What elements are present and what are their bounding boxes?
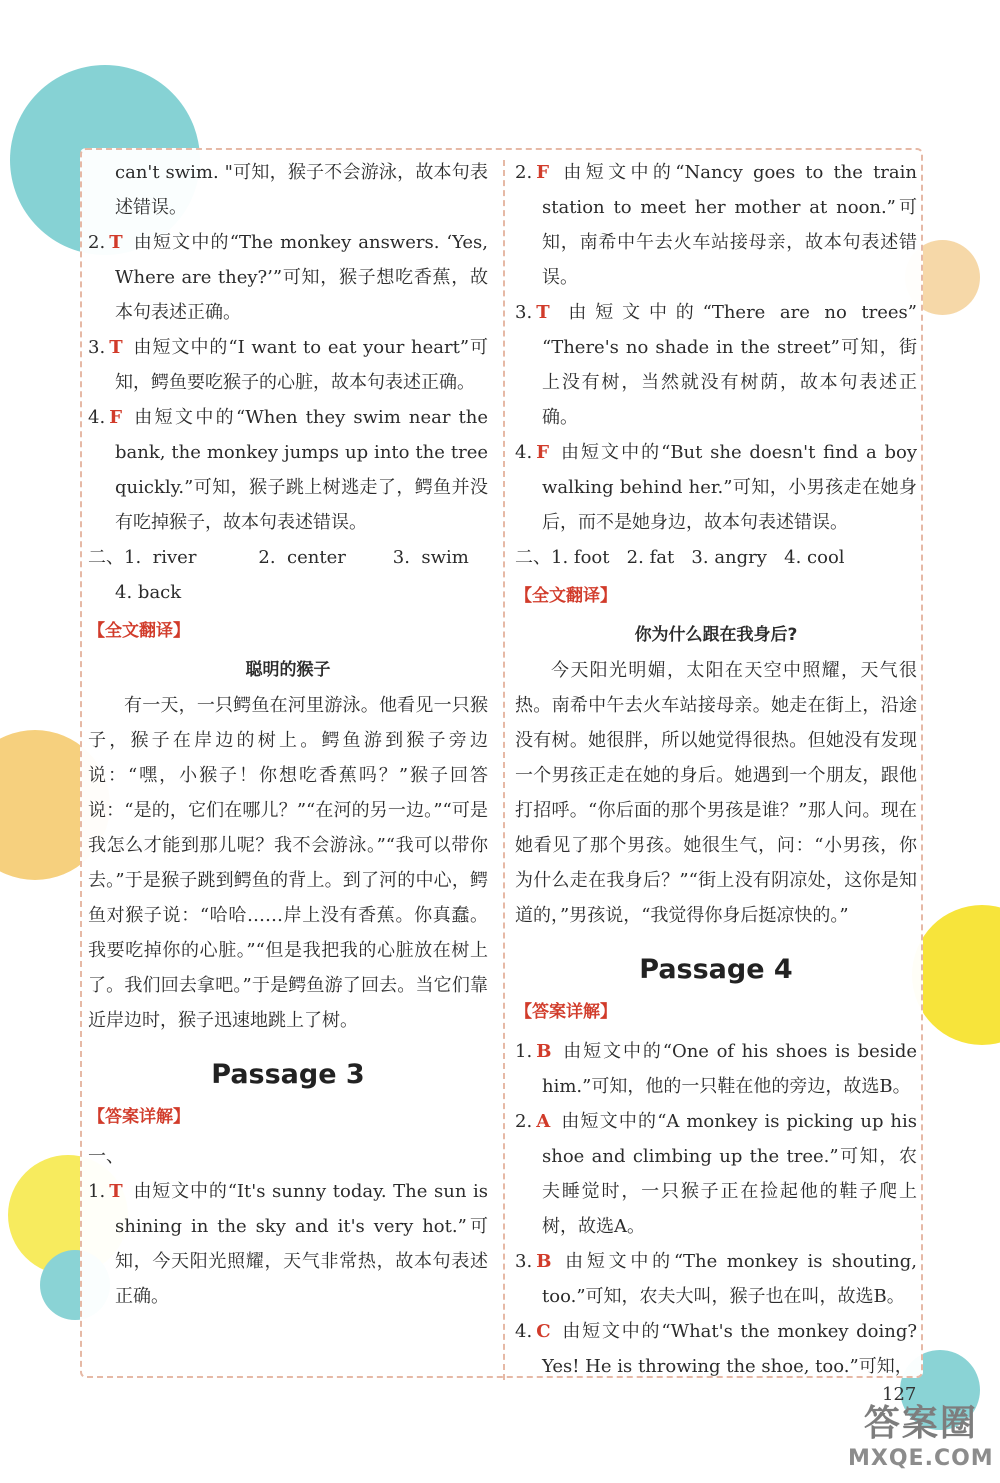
- yellow-right-circle-decoration: [912, 905, 1000, 1045]
- watermark-logo: 答案圈 MXQE.COM: [848, 1403, 994, 1471]
- continued-line: can't swim. "可知，猴子不会游泳，故本句表述错误。: [115, 162, 488, 218]
- right-column: [515, 155, 917, 1384]
- p3-answer-item-1: 1. T 由短文中的“It's sunny today. The sun is shining in the sky and it's very hot.”可知，今天阳光照耀，天气非常热，故本句表述正确。: [88, 1181, 488, 1307]
- story-title: 聪明的猴子: [245, 660, 331, 680]
- p4-answer-item-1: 1. B 由短文中的“One of his shoes is beside him.”可知，他的一只鞋在他的旁边，故选B。: [515, 1041, 917, 1097]
- r-answer-item-3: 3. T 由短文中的“There are no trees” “There's no shade in the street”可知，街上没有树，当然就没有树荫，故本句表述正确。: [515, 302, 917, 428]
- answer-item-4: 4. F 由短文中的“When they swim near the bank, the monkey jumps up into the tree quickly.”可知，猴子跳上树逃走了，鳄鱼并没有吃掉猴子，故本句表述错误。: [88, 407, 488, 533]
- answer-tag: 【答案详解】: [88, 1107, 190, 1127]
- r-part-two-answers: 二、1. foot 2. fat 3. angry 4. cool: [515, 547, 845, 568]
- p4-answer-item-2: 2. A 由短文中的“A monkey is picking up his shoe and climbing up the tree.”可知，农夫睡觉时，一只猴子正在捡起他的鞋子爬上树，故选A。: [515, 1111, 917, 1237]
- page-number: 127: [882, 1384, 917, 1405]
- p4-answer-item-3: 3. B 由短文中的“The monkey is shouting, too.”可知，农夫大叫，猴子也在叫，故选B。: [515, 1251, 917, 1307]
- section-one-label: 一、: [88, 1146, 124, 1167]
- r-translation-tag: 【全文翻译】: [515, 586, 617, 606]
- r-answer-item-2: 2. F 由短文中的“Nancy goes to the train station to meet her mother at noon.”可知，南希中午去火车站接母亲，故本句表述错误。: [515, 162, 917, 288]
- r-answer-item-4: 4. F 由短文中的“But she doesn't find a boy walking behind her.”可知，小男孩走在她身后，而不是她身边，故本句表述错误。: [515, 442, 917, 533]
- translation-tag: 【全文翻译】: [88, 621, 190, 641]
- r-answer-tag: 【答案详解】: [515, 1002, 617, 1022]
- p4-answer-item-4: 4. C 由短文中的“What's the monkey doing? Yes! He is throwing the shoe, too.”可知，: [515, 1321, 917, 1377]
- passage-4-heading: Passage 4: [639, 954, 793, 985]
- part-two-answers: 二、1. river 2. center 3. swim: [88, 547, 469, 568]
- answer-item-3: 3. T 由短文中的“I want to eat your heart”可知，鳄鱼要吃猴子的心脏，故本句表述正确。: [88, 337, 488, 393]
- r-story-text: 今天阳光明媚，太阳在天空中照耀，天气很热。南希中午去火车站接母亲。她走在街上，沿途没有树。她很胖，所以她觉得很热。但她没有发现一个男孩正走在她的身后。她遇到一个朋友，跟他打招呼。“你后面的那个男孩是谁？”那人问。现在她看见了那个男孩。她很生气，问：“小男孩，你为什么走在我身后？”“街上没有阴凉处，这你是知道的，”男孩说，“我觉得你身后挺凉快的。”: [515, 660, 917, 926]
- r-story-title: 你为什么跟在我身后?: [634, 625, 798, 645]
- column-divider: [503, 160, 505, 1380]
- answer-item-2: 2. T 由短文中的“The monkey answers. ‘Yes, Where are they?’”可知，猴子想吃香蕉，故本句表述正确。: [88, 232, 488, 323]
- part-two-answer-4: 4. back: [115, 582, 182, 603]
- left-column: [88, 155, 488, 1314]
- story-text: 有一天，一只鳄鱼在河里游泳。他看见一只猴子，猴子在岸边的树上。鳄鱼游到猴子旁边说：“嘿，小猴子！你想吃香蕉吗？”猴子回答说：“是的，它们在哪儿？”“在河的另一边。”“可是我怎么才能到那儿呢？我不会游泳。”“我可以带你去。”于是猴子跳到鳄鱼的背上。到了河的中心，鳄鱼对猴子说：“哈哈……岸上没有香蕉。你真蠢。我要吃掉你的心脏。”“但是我把我的心脏放在树上了。我们回去拿吧。”于是鳄鱼游了回去。当它们靠近岸边时，猴子迅速地跳上了树。: [88, 695, 488, 1031]
- passage-3-heading: Passage 3: [211, 1059, 365, 1090]
